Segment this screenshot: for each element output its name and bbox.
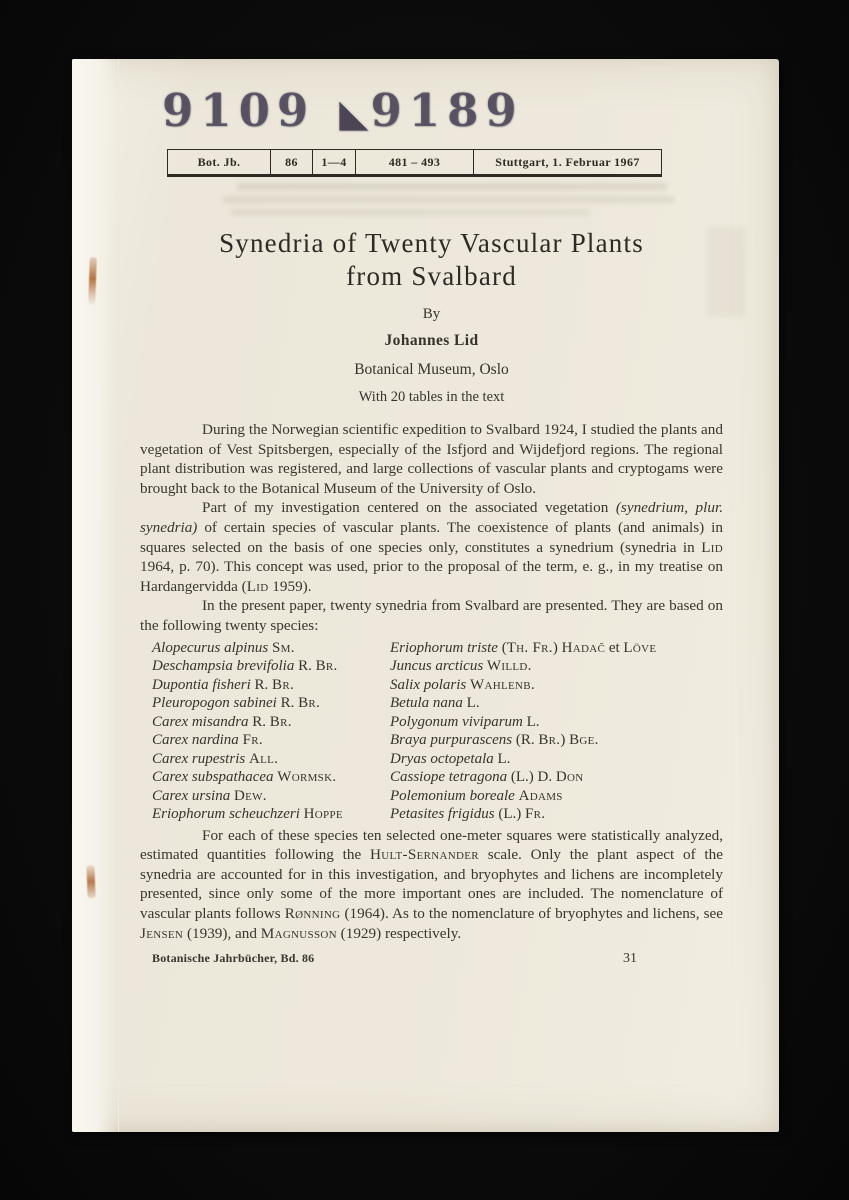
tables-note: With 20 tables in the text: [358, 389, 505, 405]
article-title-line2: from Svalbard: [346, 261, 517, 291]
species-item: Dryas octopetala L.: [390, 750, 511, 767]
page-content: [72, 59, 779, 1132]
article-title: [140, 227, 723, 293]
journal-footer-note: Botanische Jahrbücher, Bd. 86: [152, 951, 315, 966]
species-item: Polemonium boreale Adams: [390, 787, 563, 804]
volume-cell: 86: [271, 150, 313, 174]
place-date-cell: Stuttgart, 1. Februar 1967: [495, 155, 640, 169]
species-column-left: [152, 639, 390, 824]
byline: By: [422, 306, 441, 322]
paragraph-introduction: During the Norwegian scientific expedition to Svalbard 1924, I studied the plants and vegetation of Vest Spitsbergen, especially of the Isfjord and Wijdefjord regions. The regional plant distribution was registered, and large collections of vascular plants and cryptogams were brought back to the Botanical Museum of the University of Oslo.: [140, 421, 723, 497]
author-name: Johannes Lid: [384, 332, 479, 349]
stamp-number-right: 9189: [370, 84, 524, 137]
species-item: Carex ursina Dew.: [152, 787, 267, 804]
paragraph-methods: For each of these species ten selected one-meter squares were statistically analyzed, estimated quantities following the Hult-Sernander scale. Only the plant aspect of the synedria are accounted for in this investigation, and bryophytes and lichens are incompletely presented, since only some of the more important ones are included. The nomenclature of vascular plants follows Rønning (1964). As to the nomenclature of bryophytes and lichens, see Jensen (1939), and Magnusson (1929) respectively.: [140, 826, 723, 942]
species-item: Pleuropogon sabinei R. Br.: [152, 695, 321, 712]
species-item: Carex nardina Fr.: [152, 732, 263, 749]
page-number: 31: [623, 951, 637, 967]
paragraph-species-intro: In the present paper, twenty synedria from Svalbard are presented. They are based on the following twenty species:: [140, 597, 723, 634]
article-title-line1: Synedria of Twenty Vascular Plants: [219, 228, 644, 258]
species-item: Carex subspathacea Wormsk.: [152, 769, 337, 786]
species-item: Betula nana L.: [390, 695, 480, 712]
species-item: Braya purpurascens (R. Br.) Bge.: [390, 732, 599, 749]
species-item: Dupontia fisheri R. Br.: [152, 676, 295, 693]
species-column-right: [390, 639, 723, 824]
species-item: Salix polaris Wahlenb.: [390, 676, 535, 693]
pages-cell: 481 – 493: [356, 150, 474, 174]
issue-cell: 1—4: [313, 150, 356, 174]
paper-page: [72, 59, 779, 1132]
species-item: Petasites frigidus (L.) Fr.: [390, 806, 546, 823]
paragraph-synedrium-concept: Part of my investigation centered on the associated vegetation (synedrium, plur. synedria) of certain species of vascular plants. The coexistence of plants (and animals) in squares selected on the basis of one species only, constitutes a synedrium (synedria in Lid 1964, p. 70). This concept was used, prior to the proposal of the term, e. g., in my treatise on Hardangervidda (Lid 1959).: [140, 499, 723, 595]
page-footer: [140, 951, 723, 967]
species-item: Eriophorum triste (Th. Fr.) Hadač et Löve: [390, 639, 657, 656]
species-item: Deschampsia brevifolia R. Br.: [152, 658, 338, 675]
species-item: Juncus arcticus Willd.: [390, 658, 532, 675]
species-item: Cassiope tetragona (L.) D. Don: [390, 769, 584, 786]
species-item: Carex rupestris All.: [152, 750, 279, 767]
species-item: Polygonum viviparum L.: [390, 713, 540, 730]
stamp-number-left: 9109: [162, 84, 316, 137]
species-item: Alopecurus alpinus Sm.: [152, 639, 295, 656]
author-affiliation: Botanical Museum, Oslo: [354, 361, 509, 378]
accession-number-stamp: [162, 81, 723, 137]
journal-header-table: [167, 149, 662, 177]
species-list: [152, 639, 723, 824]
journal-abbreviation-cell: Bot. Jb.: [168, 150, 271, 174]
species-item: Carex misandra R. Br.: [152, 713, 292, 730]
stamp-triangle-mark: ◣: [339, 91, 369, 135]
species-item: Eriophorum scheuchzeri Hoppe: [152, 806, 343, 823]
